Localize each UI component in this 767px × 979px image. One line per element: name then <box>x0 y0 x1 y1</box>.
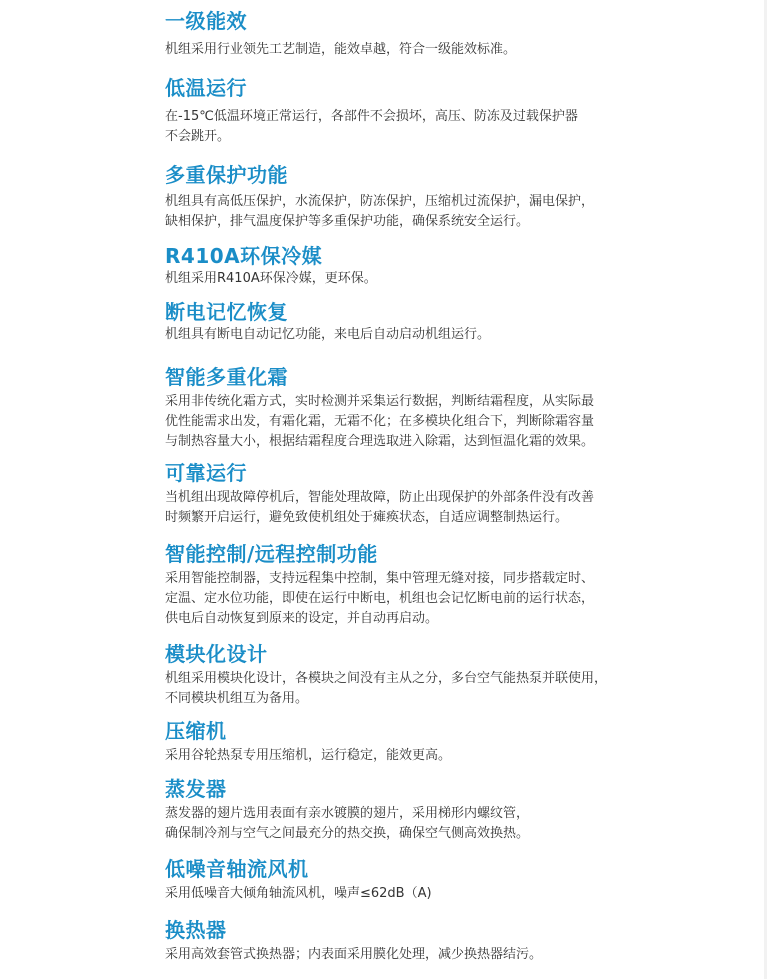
feature-description: 当机组出现故障停机后，智能处理故障，防止出现保护的外部条件没有改善 时频繁开启运行，避免致使机组处于瘫痪状态，自适应调整制热运行。 <box>165 490 595 525</box>
feature-title: 可靠运行 <box>165 461 247 485</box>
feature-title: 智能控制/远程控制功能 <box>165 542 378 566</box>
feature-description: 采用非传统化霜方式，实时检测并采集运行数据，判断结霜程度，从实际最 优性能需求出发，有霜化霜，无霜不化；在多模块化组合下，判断除霜容量 与制热容量大小，根据结霜程度合理选取进入除霜，达到恒温化霜的效果。 <box>165 394 595 449</box>
feature-description: 机组具有高低压保护，水流保护，防冻保护，压缩机过流保护，漏电保护， 缺相保护，排气温度保护等多重保护功能，确保系统安全运行。 <box>165 194 595 229</box>
feature-title: 蒸发器 <box>165 777 227 801</box>
feature-title: 模块化设计 <box>165 642 268 666</box>
feature-title: 多重保护功能 <box>165 163 288 187</box>
feature-low-temperature <box>165 75 725 147</box>
feature-reliable-operation <box>165 460 725 528</box>
feature-modular-design <box>165 641 725 709</box>
feature-description: 机组采用R410A环保冷媒，更环保。 <box>165 271 377 286</box>
feature-heat-exchanger <box>165 917 725 965</box>
feature-description: 机组采用行业领先工艺制造，能效卓越，符合一级能效标准。 <box>165 42 517 57</box>
feature-description: 采用高效套管式换热器；内表面采用膜化处理，减少换热器结污。 <box>165 947 543 962</box>
feature-description: 机组采用模块化设计，各模块之间没有主从之分，多台空气能热泵并联使用， 不同模块机组互为备用。 <box>165 671 608 706</box>
feature-title: 一级能效 <box>165 9 247 33</box>
feature-title: 低温运行 <box>165 76 247 100</box>
feature-refrigerant <box>165 243 725 289</box>
feature-title: 断电记忆恢复 <box>165 300 288 324</box>
feature-description: 蒸发器的翅片选用表面有亲水镀膜的翅片，采用梯形内螺纹管， 确保制冷剂与空气之间最充分的热交换，确保空气侧高效换热。 <box>165 806 530 841</box>
feature-description: 在-15℃低温环境正常运行，各部件不会损坏，高压、防冻及过载保护器 不会跳开。 <box>165 109 578 144</box>
feature-description: 采用智能控制器，支持远程集中控制，集中管理无缝对接，同步搭载定时、 定温、定水位功能，即使在运行中断电，机组也会记忆断电前的运行状态， 供电后自动恢复到原来的设定，并自动再启动。 <box>165 571 595 626</box>
feature-description: 采用低噪音大倾角轴流风机，噪声≤62dB（A) <box>165 886 432 901</box>
feature-compressor <box>165 718 725 766</box>
feature-power-memory <box>165 299 725 345</box>
feature-title: 智能多重化霜 <box>165 365 288 389</box>
feature-description: 机组具有断电自动记忆功能，来电后自动启动机组运行。 <box>165 327 491 342</box>
feature-title: R410A环保冷媒 <box>165 244 323 268</box>
feature-title: 压缩机 <box>165 719 227 743</box>
feature-smart-remote-control <box>165 541 725 629</box>
feature-description: 采用谷轮热泵专用压缩机，运行稳定，能效更高。 <box>165 748 452 763</box>
feature-energy-efficiency <box>165 8 725 60</box>
feature-multi-protection <box>165 162 725 232</box>
feature-title: 换热器 <box>165 918 227 942</box>
feature-smart-defrost <box>165 364 725 452</box>
feature-axial-fan <box>165 856 725 904</box>
feature-evaporator <box>165 776 725 844</box>
feature-title: 低噪音轴流风机 <box>165 857 309 881</box>
